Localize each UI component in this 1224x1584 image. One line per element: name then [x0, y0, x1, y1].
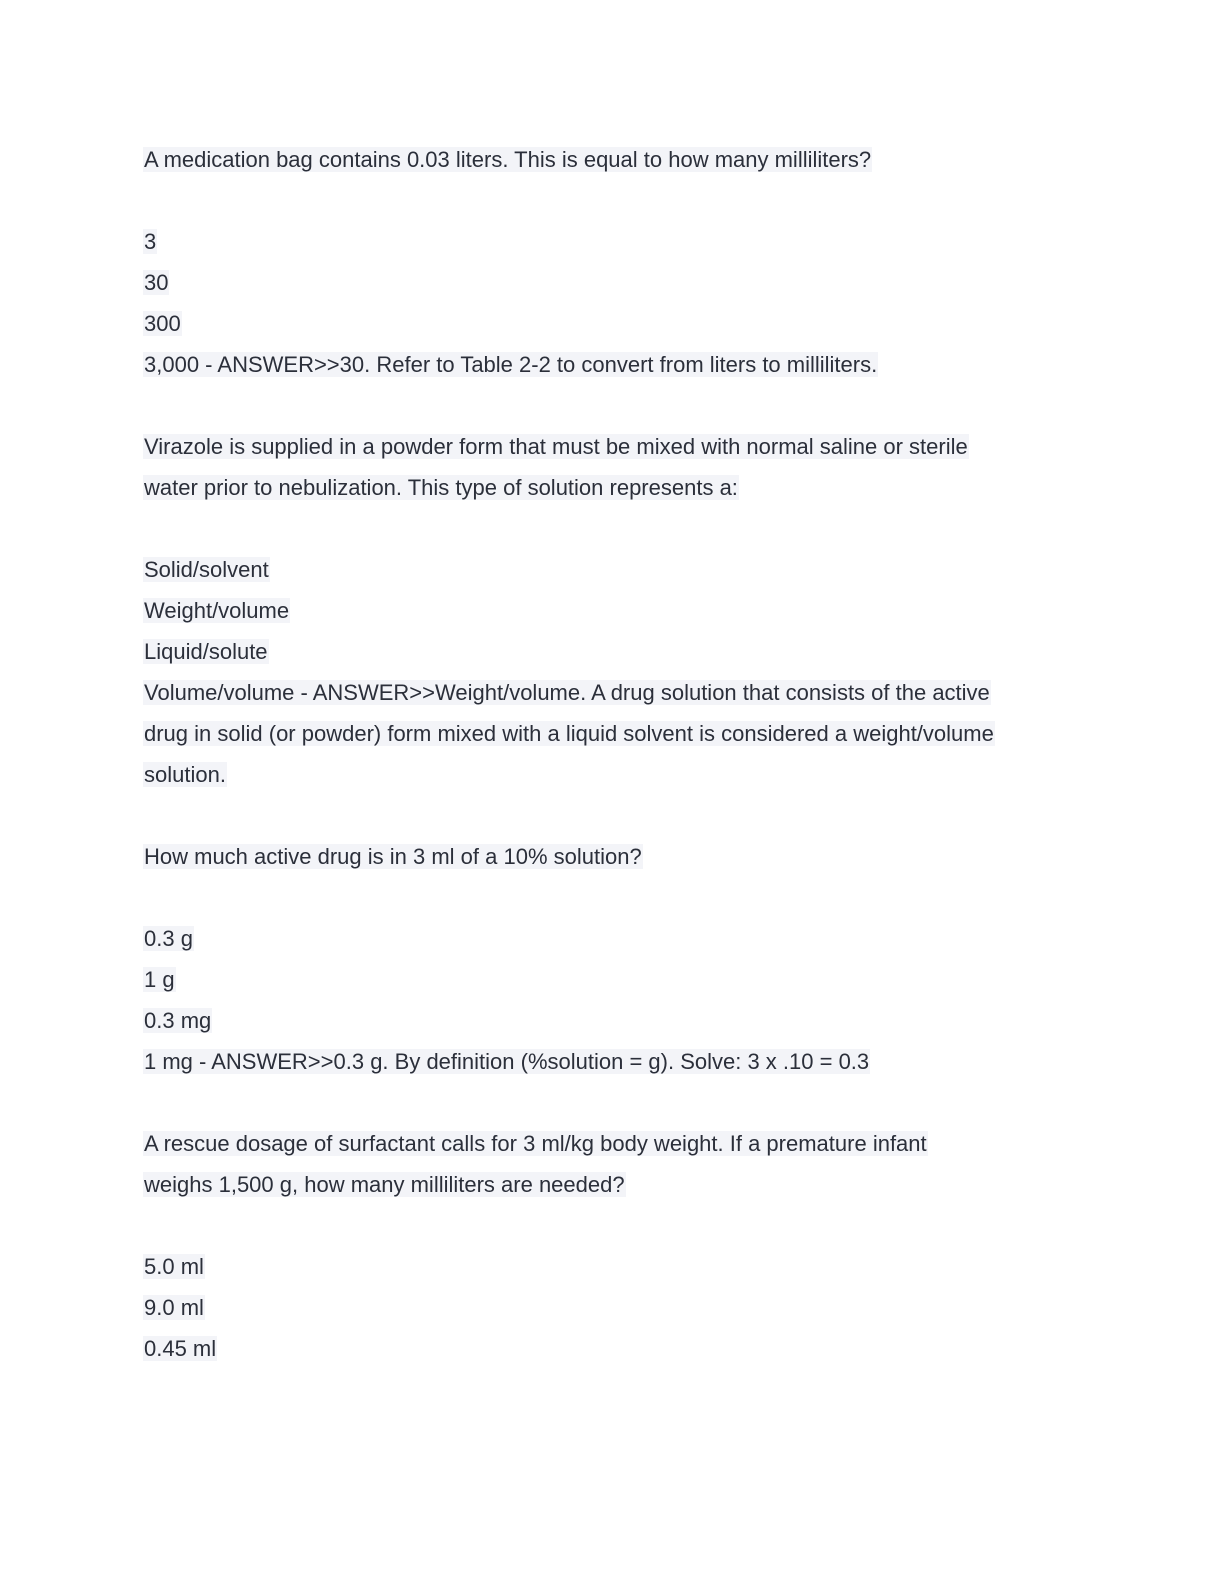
answer-option: 30: [144, 270, 169, 295]
answer-option: Liquid/solute: [144, 639, 268, 664]
answer-explanation: 3,000 - ANSWER>>30. Refer to Table 2-2 to convert from liters to milliliters.: [144, 352, 878, 377]
answer-option: 1 g: [144, 967, 175, 992]
question-prompt: Virazole is supplied in a powder form that must be mixed with normal saline or sterile: [144, 434, 968, 459]
answer-option: 0.45 ml: [144, 1336, 217, 1361]
spacer: [143, 180, 1083, 221]
answer-option: 0.3 g: [144, 926, 193, 951]
answer-explanation: 1 mg - ANSWER>>0.3 g. By definition (%solution = g). Solve: 3 x .10 = 0.3: [144, 1049, 870, 1074]
answer-option: 5.0 ml: [144, 1254, 204, 1279]
question-block: [143, 1123, 1083, 1369]
question-prompt: water prior to nebulization. This type of solution represents a:: [144, 475, 738, 500]
spacer: [143, 508, 1083, 549]
answer-option: 3: [144, 229, 157, 254]
spacer: [143, 385, 1083, 426]
question-block: [143, 836, 1083, 1082]
question-block: [143, 139, 1083, 385]
spacer: [143, 1205, 1083, 1246]
answer-explanation: Volume/volume - ANSWER>>Weight/volume. A drug solution that consists of the active: [144, 680, 990, 705]
spacer: [143, 795, 1083, 836]
question-prompt: A rescue dosage of surfactant calls for 3 ml/kg body weight. If a premature infant: [144, 1131, 927, 1156]
question-prompt: weighs 1,500 g, how many milliliters are needed?: [144, 1172, 625, 1197]
spacer: [143, 877, 1083, 918]
answer-option: Solid/solvent: [144, 557, 269, 582]
answer-option: 9.0 ml: [144, 1295, 204, 1320]
document-page: [143, 139, 1083, 1369]
question-prompt: A medication bag contains 0.03 liters. This is equal to how many milliliters?: [144, 147, 872, 172]
answer-explanation: solution.: [144, 762, 226, 787]
spacer: [143, 1082, 1083, 1123]
question-prompt: How much active drug is in 3 ml of a 10% solution?: [144, 844, 642, 869]
answer-option: Weight/volume: [144, 598, 290, 623]
answer-option: 300: [144, 311, 181, 336]
answer-option: 0.3 mg: [144, 1008, 212, 1033]
question-block: [143, 426, 1083, 795]
answer-explanation: drug in solid (or powder) form mixed with a liquid solvent is considered a weight/volume: [144, 721, 994, 746]
